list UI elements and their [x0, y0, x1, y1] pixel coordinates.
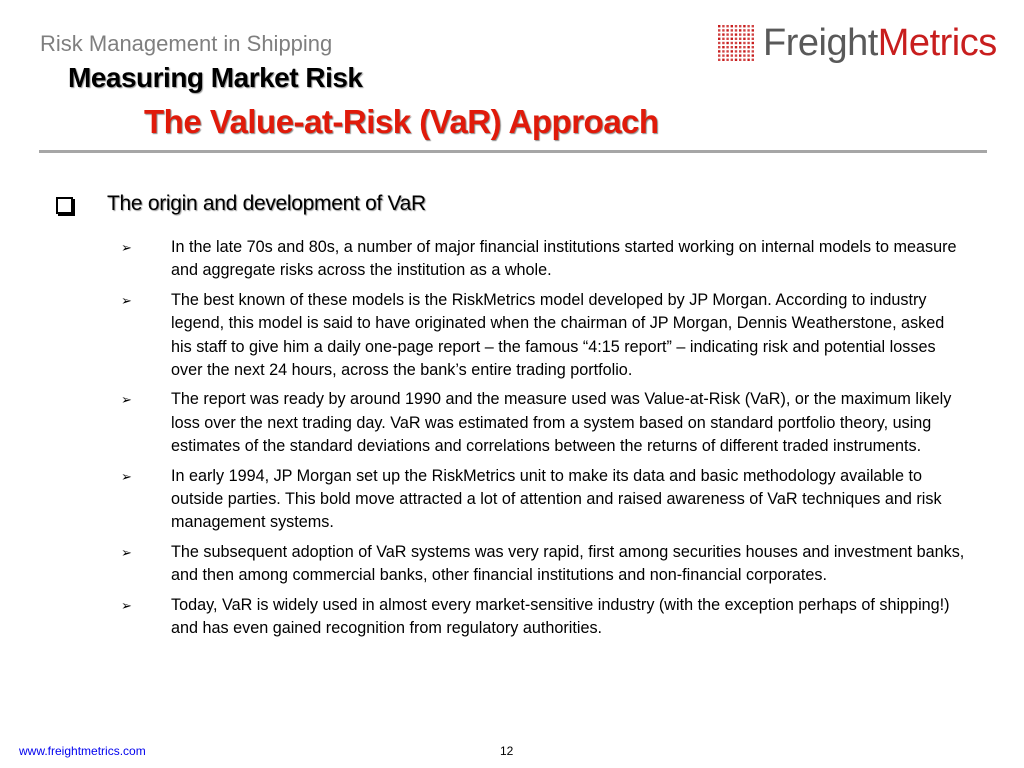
logo-grid-dot [722, 59, 724, 61]
logo-grid-dot [743, 54, 745, 56]
logo-grid-dot [718, 46, 720, 48]
logo-grid-dot [739, 50, 741, 52]
logo-grid-dot [722, 38, 724, 40]
bullet-text: The best known of these models is the RiskMetrics model developed by JP Morgan. According to industry legend, this model is said to have originated when the chairman of JP Morgan, Dennis Weatherstone, asked his staff to give him a daily one-page report – the famous “4:15 report” – indicating risk and potential losses over the next 24 hours, across the bank’s entire trading portfolio. [171, 290, 945, 380]
logo-grid-dot [718, 50, 720, 52]
logo-grid-dot [739, 42, 741, 44]
arrow-right-icon: ➢ [121, 544, 132, 560]
logo-grid-dot [752, 46, 754, 48]
arrow-right-icon: ➢ [121, 240, 132, 255]
logo-grid-dot [743, 42, 745, 44]
logo-grid-dot [726, 59, 728, 61]
logo-grid-dot [735, 38, 737, 40]
arrow-right-icon: ➢ [121, 597, 132, 613]
logo-grid-dot [722, 54, 724, 56]
logo-grid-dot [743, 25, 745, 27]
bullet-text: In early 1994, JP Morgan set up the RiskMetrics unit to make its data and basic methodology available to outside parties. This bold move attracted a lot of attention and raised awareness of VaR techniques and risk management systems. [171, 466, 942, 532]
logo-grid-dot [718, 59, 720, 61]
logo-grid-dot [739, 54, 741, 56]
section-heading: The origin and development of VaR [107, 192, 426, 215]
logo-grid-dot [735, 54, 737, 56]
logo-grid-dot [718, 42, 720, 44]
logo-grid-dot [718, 25, 720, 27]
logo-grid-dot [722, 33, 724, 35]
logo-wordmark-part2: Metrics [877, 22, 997, 64]
logo-grid-dot [731, 25, 733, 27]
logo-grid-dot [747, 38, 749, 40]
logo-grid-dot [743, 29, 745, 31]
logo-grid-dot [739, 33, 741, 35]
logo-grid-icon [717, 24, 755, 62]
logo-grid-dot [726, 50, 728, 52]
logo-grid-dot [735, 50, 737, 52]
bullet-item [118, 594, 968, 641]
checkbox-icon [56, 197, 73, 214]
bullet-item [118, 236, 968, 283]
freightmetrics-logo [717, 20, 997, 66]
logo-grid-dot [731, 59, 733, 61]
logo-grid-dot [718, 54, 720, 56]
logo-grid-dot [726, 54, 728, 56]
slide-title: Measuring Market Risk [68, 62, 363, 93]
logo-grid-dot [722, 29, 724, 31]
logo-grid-dot [731, 54, 733, 56]
logo-grid-dot [747, 33, 749, 35]
page-number: 12 [500, 744, 514, 758]
logo-grid-dot [731, 42, 733, 44]
logo-grid-dot [747, 46, 749, 48]
logo-grid-dot [735, 59, 737, 61]
logo-grid-dot [739, 59, 741, 61]
logo-grid-dot [752, 50, 754, 52]
footer-website-link[interactable]: www.freightmetrics.com [19, 744, 146, 758]
slide-subtitle: The Value-at-Risk (VaR) Approach [144, 103, 659, 140]
logo-wordmark-part1: Freight [763, 22, 878, 64]
bullet-list [118, 236, 968, 647]
logo-grid-dot [739, 29, 741, 31]
logo-grid-dot [731, 29, 733, 31]
logo-grid-dot [726, 25, 728, 27]
logo-grid-dot [752, 42, 754, 44]
logo-grid-dot [739, 25, 741, 27]
bullet-text: The report was ready by around 1990 and the measure used was Value-at-Risk (VaR), or the maximum likely loss over the next trading day. VaR was estimated from a system based on standard portfolio theory, using estimates of the standard deviations and correlations between the returns of different traded instruments. [171, 390, 952, 456]
logo-grid-dot [752, 25, 754, 27]
bullet-item [118, 541, 968, 588]
logo-grid-dot [722, 25, 724, 27]
logo-grid-dot [752, 33, 754, 35]
logo-grid-dot [752, 29, 754, 31]
logo-grid-dot [718, 29, 720, 31]
logo-grid-dot [731, 38, 733, 40]
title-divider [39, 150, 987, 153]
logo-grid-dot [743, 38, 745, 40]
logo-grid-dot [726, 46, 728, 48]
arrow-right-icon: ➢ [121, 468, 132, 484]
logo-grid-dot [722, 42, 724, 44]
logo-grid-dot [743, 59, 745, 61]
logo-grid-dot [731, 46, 733, 48]
bullet-text: In the late 70s and 80s, a number of major financial institutions started working on internal models to measure and aggregate risks across the institution as a whole. [171, 238, 957, 280]
logo-grid-dot [747, 50, 749, 52]
logo-wordmark [763, 20, 997, 66]
bullet-item [118, 388, 968, 458]
logo-grid-dot [752, 38, 754, 40]
logo-grid-dot [747, 25, 749, 27]
logo-grid-dot [722, 46, 724, 48]
logo-grid-dot [747, 59, 749, 61]
logo-grid-dot [743, 50, 745, 52]
logo-grid-dot [731, 50, 733, 52]
logo-grid-dot [747, 54, 749, 56]
logo-grid-dot [718, 38, 720, 40]
logo-grid-dot [747, 29, 749, 31]
bullet-item [118, 465, 968, 535]
logo-grid-dot [731, 33, 733, 35]
bullet-text: The subsequent adoption of VaR systems was very rapid, first among securities houses and investment banks, and then among commercial banks, other financial institutions and non-financial corporates. [171, 542, 965, 585]
logo-grid-dot [735, 42, 737, 44]
logo-grid-dot [743, 46, 745, 48]
logo-grid-dot [735, 29, 737, 31]
arrow-right-icon: ➢ [121, 392, 132, 408]
arrow-right-icon: ➢ [121, 292, 132, 308]
logo-grid-dot [735, 33, 737, 35]
logo-grid-dot [718, 33, 720, 35]
logo-grid-dot [735, 46, 737, 48]
logo-grid-dot [739, 46, 741, 48]
logo-grid-dot [752, 59, 754, 61]
logo-grid-dot [739, 38, 741, 40]
bullet-item [118, 289, 968, 383]
section-heading-row [56, 192, 426, 216]
slide-kicker: Risk Management in Shipping [40, 31, 333, 56]
bullet-text: Today, VaR is widely used in almost every market-sensitive industry (with the exception perhaps of shipping!) and has even gained recognition from regulatory authorities. [171, 595, 950, 638]
logo-grid-dot [752, 54, 754, 56]
logo-grid-dot [726, 33, 728, 35]
logo-grid-dot [747, 42, 749, 44]
logo-grid-dot [726, 29, 728, 31]
logo-grid-dot [722, 50, 724, 52]
logo-grid-dot [735, 25, 737, 27]
logo-grid-dot [726, 38, 728, 40]
logo-grid-dot [726, 42, 728, 44]
logo-grid-dot [743, 33, 745, 35]
